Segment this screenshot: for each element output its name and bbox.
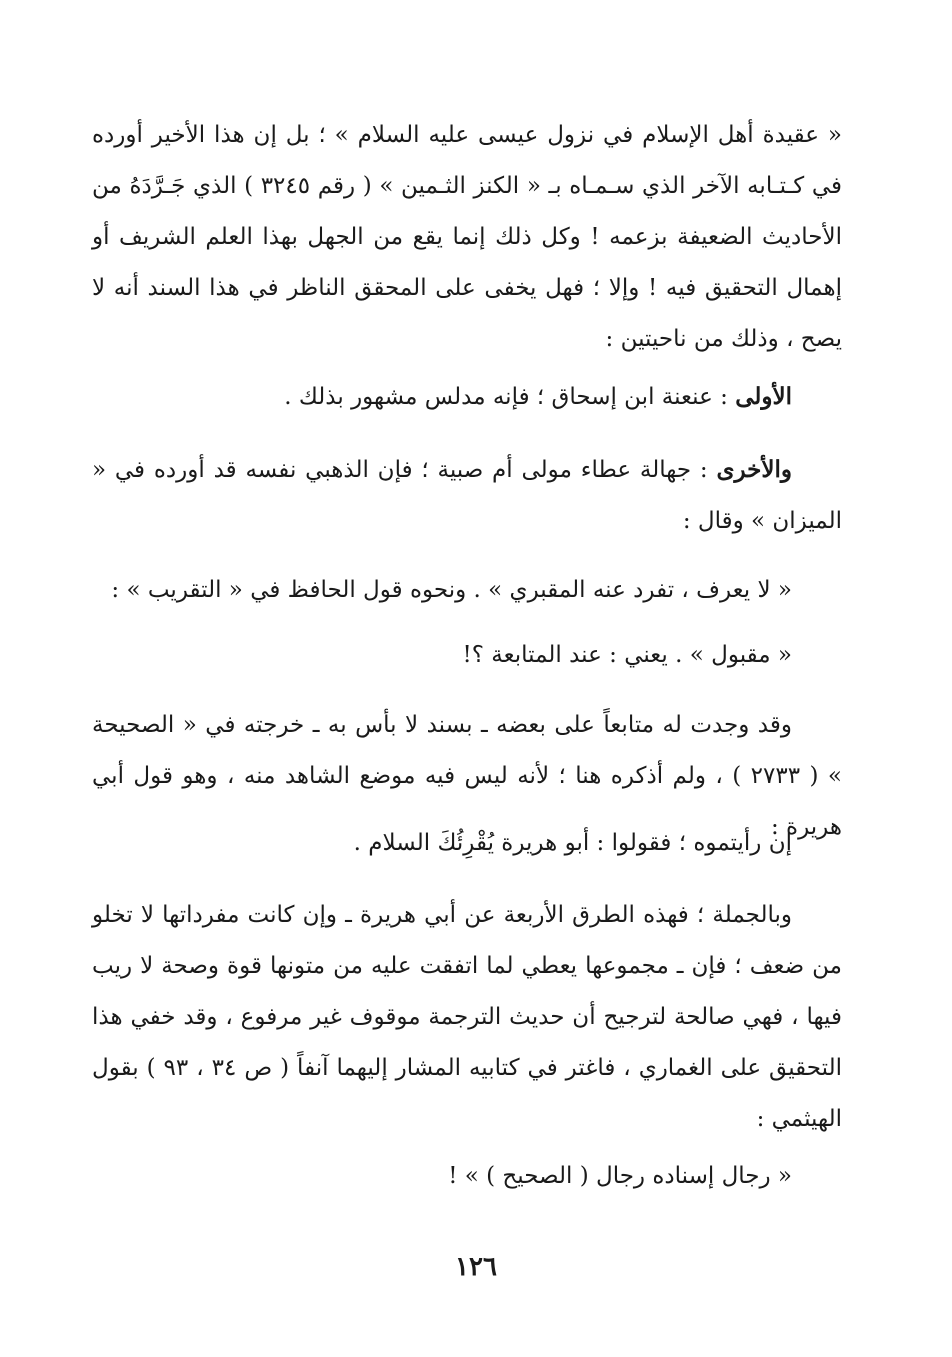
- first-point: [92, 371, 792, 423]
- quote-mizan: « لا يعرف ، تفرد عنه المقبري » . ونحوه قول الحافظ في « التقريب » :: [111, 577, 792, 603]
- first-point-text: : عنعنة ابن إسحاق ؛ فإنه مدلس مشهور بذلك .: [284, 384, 736, 410]
- intro-paragraph: « عقيدة أهل الإسلام في نزول عيسى عليه السلام » ؛ بل إن هذا الأخير أورده في كـتـابه الآخر الذي سـمـاه بـ « الكنز الثـمين » ( رقم ٣٢٤٥ ) الذي جَـرَّدَهُ من الأحاديث الضعيفة بزعمه ! وكل ذلك إنما يقع من الجهل بهذا العلم الشريف أو إهمال التحقيق فيه ! وإلا ؛ فهل يخفى على المحقق الناظر في هذا السند أنه لا يصح ، وذلك من ناحيتين :: [92, 122, 842, 352]
- first-point-label: الأولى: [735, 383, 792, 410]
- page-number: ١٢٦: [455, 1252, 497, 1282]
- followup-paragraph: وقد وجدت له متابعاً على بعضه ـ بسند لا بأس به ـ خرجته في « الصحيحة » ( ٢٧٣٣ ) ، ولم أذكره هنا ؛ لأنه ليس فيه موضع الشاهد منه ، وهو قول أبي هريرة :: [92, 712, 842, 840]
- second-point-label: والأخرى: [716, 456, 792, 483]
- second-point-text: : جهالة عطاء مولى أم صبية ؛ فإن الذهبي نفسه قد أورده في « الميزان » وقال :: [92, 457, 842, 534]
- quote-haythami: « رجال إسناده رجال ( الصحيح ) » !: [448, 1163, 792, 1189]
- second-point: [92, 444, 842, 547]
- quote-maqbul: « مقبول » . يعني : عند المتابعة ؟!: [462, 642, 792, 668]
- quote-abu-hurayra: إن رأيتموه ؛ فقولوا : أبو هريرة يُقْرِئُكَ السلام .: [353, 830, 792, 856]
- summary-paragraph: وبالجملة ؛ فهذه الطرق الأربعة عن أبي هريرة ـ وإن كانت مفرداتها لا تخلو من ضعف ؛ فإن ـ مجموعها يعطي لما اتفقت عليه من متونها قوة وصحة لا ريب فيها ، فهي صالحة لترجيح أن حديث الترجمة موقوف غير مرفوع ، وقد خفي هذا التحقيق على الغماري ، فاغتر في كتابيه المشار إليهما آنفاً ( ص ٣٤ ، ٩٣ ) بقول الهيثمي :: [92, 902, 842, 1132]
